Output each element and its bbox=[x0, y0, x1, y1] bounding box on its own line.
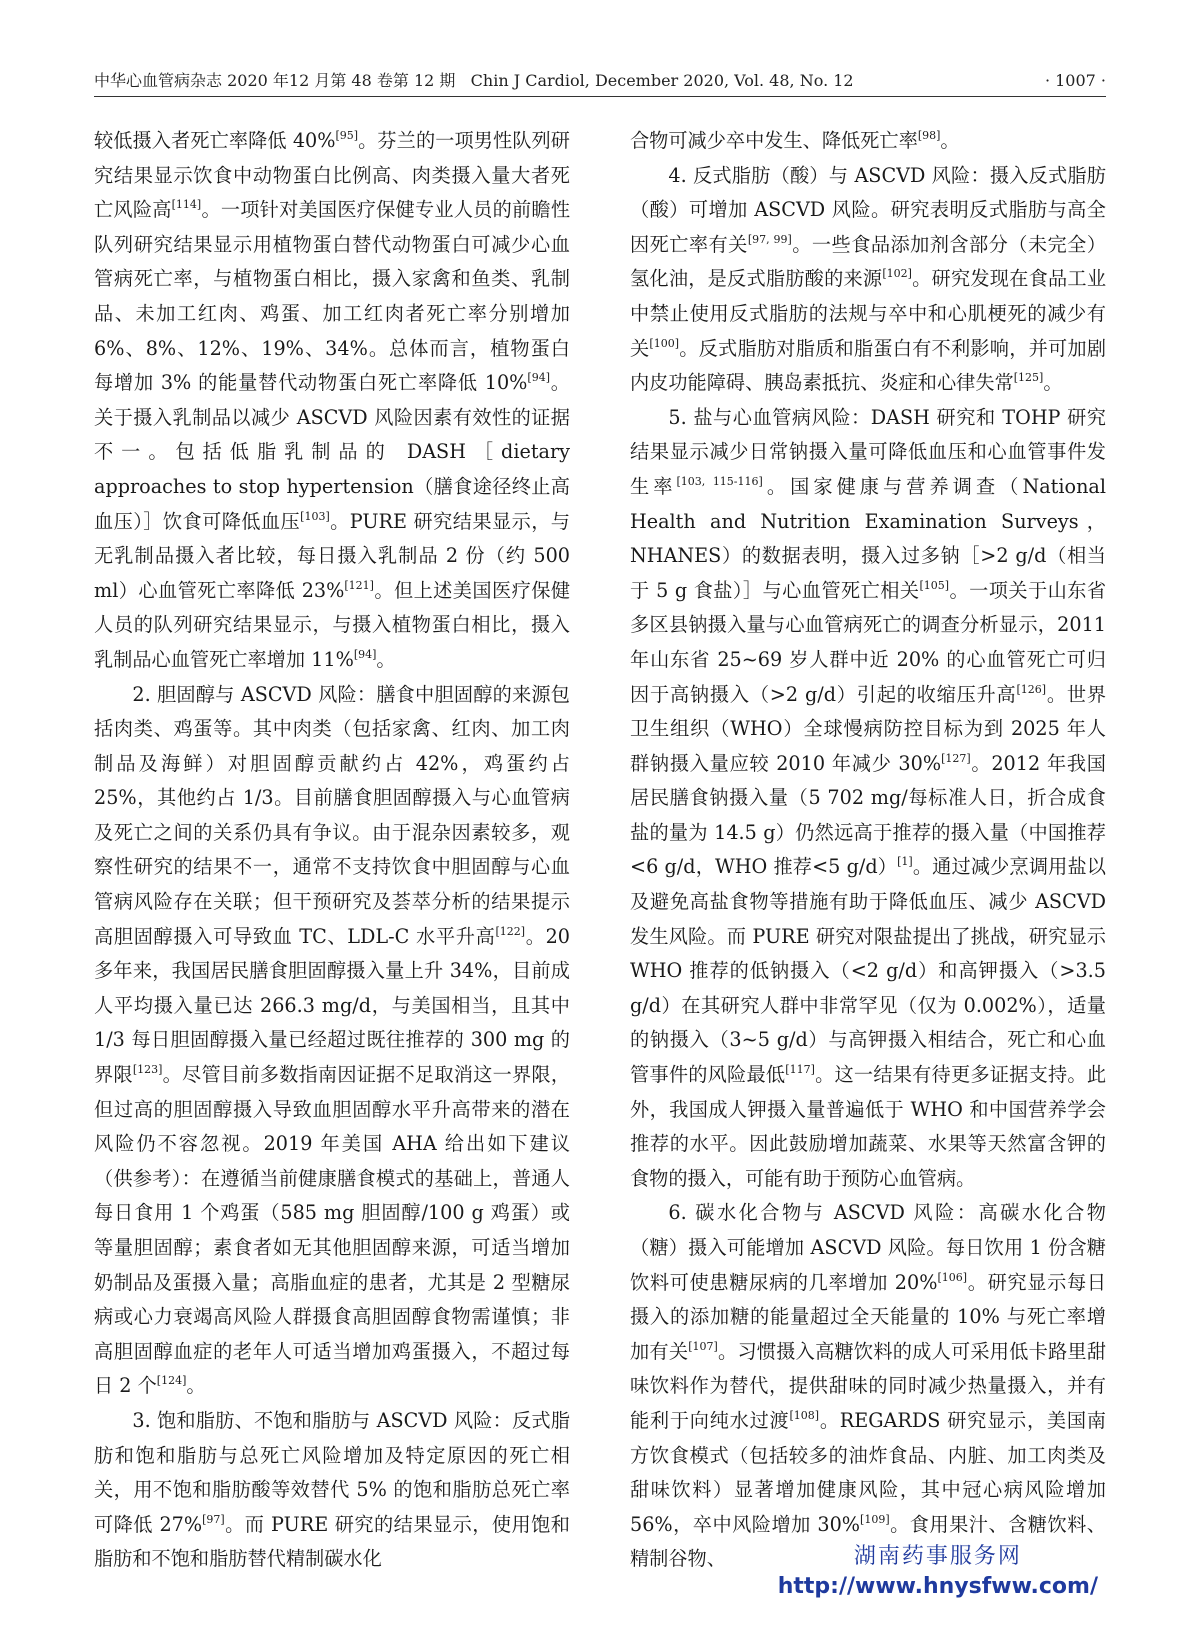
text-run: 3. 饱和脂肪、不饱和脂肪与 ASCVD 风险：反式脂肪和饱和脂肪与总死亡风险增加及特定原因的死亡相关，用不饱和脂肪酸等效替代 5% 的饱和脂肪总死亡率可降低 27% bbox=[94, 1408, 570, 1536]
text-run: 。这一结果有待更多证据支持。此外，我国成人钾摄入量普遍低于 WHO 和中国营养学会推荐的水平。因此鼓励增加蔬菜、水果等天然富含钾的食物的摄入，可能有助于预防心血管病。 bbox=[630, 1063, 1107, 1190]
right-column bbox=[630, 124, 1106, 1577]
citation: [126] bbox=[1016, 682, 1047, 696]
citation: [123] bbox=[132, 1063, 163, 1077]
text-run: 。通过减少烹调用盐以及避免高盐食物等措施有助于降低血压、减少 ASCVD 发生风险。而 PURE 研究对限盐提出了挑战，研究显示 WHO 推荐的低钠摄入（<2 g/d）和高钾摄入（>3.5 g/d）在其研究人群中非常罕见（仅为 0.002%），适量的钠摄入（3~5 g/d）与高钾摄入相结合，死亡和心血管事件的风险最低 bbox=[630, 855, 1106, 1087]
paragraph-saturated-fat-continued bbox=[630, 124, 1106, 159]
citation: [97] bbox=[202, 1512, 225, 1526]
text-run: 。国家健康与营养调查（National Health and Nutrition Examination Surveys，NHANES）的数据表明，摄入过多钠［>2 g/d（相当于 5 g 食盐）］与心血管死亡相关 bbox=[630, 474, 1107, 602]
citation: [108] bbox=[789, 1408, 820, 1422]
citation: [98] bbox=[917, 129, 941, 142]
paragraph-carbohydrate bbox=[630, 1196, 1106, 1577]
citation: [103] bbox=[300, 509, 330, 523]
citation: [102] bbox=[882, 267, 912, 281]
paragraph-trans-fat bbox=[630, 159, 1106, 401]
journal-citation bbox=[94, 66, 854, 96]
text-run: 6. 碳水化合物与 ASCVD 风险：高碳水化合物（糖）摄入可能增加 ASCVD 风险。每日饮用 1 份含糖饮料可使患糖尿病的几率增加 20% bbox=[630, 1201, 1106, 1294]
text-run: 。研究发现在食品工业中禁止使用反式脂肪的法规与卒中和心肌梗死的减少有关 bbox=[630, 267, 1107, 360]
text-run: 。一些食品添加剂含部分（未完全）氢化油，是反式脂肪酸的来源 bbox=[630, 232, 1107, 291]
citation: [114] bbox=[171, 198, 202, 212]
citation: [117] bbox=[785, 1063, 815, 1077]
journal-title-en: Chin J Cardiol, December 2020, Vol. 48, No. 12 bbox=[470, 71, 854, 90]
text-run: 。芬兰的一项男性队列研究结果显示饮食中动物蛋白比例高、肉类摄入量大者死亡风险高 bbox=[94, 129, 570, 222]
running-header bbox=[94, 66, 1106, 97]
paragraph-cholesterol bbox=[94, 678, 570, 1404]
citation: [122] bbox=[495, 924, 526, 938]
citation: [121] bbox=[344, 578, 374, 592]
text-run: 。 bbox=[1043, 371, 1063, 395]
citation: [94] bbox=[527, 371, 551, 385]
text-run: 。 bbox=[186, 1374, 206, 1398]
text-run: 。关于摄入乳制品以减少 ASCVD 风险因素有效性的证据不一。包括低脂乳制品的 DASH［dietary approaches to stop hypertension（膳食途径终止高血压）］饮食可降低血压 bbox=[94, 371, 570, 533]
citation: [103, 115-116] bbox=[676, 474, 763, 488]
citation: [124] bbox=[156, 1374, 187, 1388]
text-run: 。2012 年我国居民膳食钠摄入量（5 702 mg/每标准人日，折合成食盐的量为 14.5 g）仍然远高于推荐的摄入量（中国推荐<6 g/d，WHO 推荐<5 g/d） bbox=[630, 751, 1106, 879]
text-run: 。 bbox=[940, 129, 960, 152]
text-run: 。习惯摄入高糖饮料的成人可采用低卡路里甜味饮料作为替代，提供甜味的同时减少热量摄入，并有能利于向纯水过渡 bbox=[630, 1339, 1107, 1432]
citation: [100] bbox=[649, 336, 680, 350]
watermark-url[interactable]: http://www.hnysfww.com/ bbox=[777, 1574, 1098, 1599]
text-run: 。PURE 研究结果显示，与无乳制品摄入者比较，每日摄入乳制品 2 份（约 500 ml）心血管死亡率降低 23% bbox=[94, 509, 570, 602]
citation: [97, 99] bbox=[747, 232, 792, 246]
page-number: · 1007 · bbox=[1044, 71, 1106, 90]
text-run: 。20 多年来，我国居民膳食胆固醇摄入量上升 34%，目前成人平均摄入量已达 266.3 mg/d，与美国相当，且其中 1/3 每日胆固醇摄入量已经超过既往推荐的 300 mg 的界限 bbox=[94, 924, 570, 1087]
citation: [107] bbox=[688, 1339, 718, 1353]
text-run: 5. 盐与心血管病风险：DASH 研究和 TOHP 研究结果显示减少日常钠摄入量可降低血压和心血管事件发生率 bbox=[630, 405, 1106, 498]
citation: [109] bbox=[860, 1512, 890, 1526]
paragraph-saturated-fat bbox=[94, 1404, 570, 1577]
text-run: 。 bbox=[376, 647, 396, 671]
citation: [106] bbox=[937, 1270, 968, 1284]
text-run: 。REGARDS 研究显示，美国南方饮食模式（包括较多的油炸食品、内脏、加工肉类及甜味饮料）显著增加健康风险，其中冠心病风险增加 56%，卒中风险增加 30% bbox=[630, 1408, 1106, 1536]
journal-title-cn: 中华心血管病杂志 2020 年12 月第 48 卷第 12 期 bbox=[94, 71, 456, 90]
citation: [105] bbox=[919, 578, 950, 592]
citation: [1] bbox=[897, 855, 913, 869]
text-run: 。一项针对美国医疗保健专业人员的前瞻性队列研究结果显示用植物蛋白替代动物蛋白可减少心血管病死亡率，与植物蛋白相比，摄入家禽和鱼类、乳制品、未加工红肉、鸡蛋、加工红肉者死亡率分别增加 6%、8%、12%、19%、34%。总体而言，植物蛋白每增加 3% 的能量替代动物蛋白死亡率降低 10% bbox=[94, 198, 571, 395]
text-run: 。一项关于山东省多区县钠摄入量与心血管病死亡的调查分析显示，2011 年山东省 25~69 岁人群中近 20% 的心血管死亡可归因于高钠摄入（>2 g/d）引起的收缩压升高 bbox=[630, 578, 1107, 706]
text-run: 合物可减少卒中发生、降低死亡率 bbox=[630, 129, 918, 152]
text-run: 。研究显示每日摄入的添加糖的能量超过全天能量的 10% 与死亡率增加有关 bbox=[630, 1270, 1107, 1363]
text-run: 较低摄入者死亡率降低 40% bbox=[94, 129, 336, 152]
citation: [95] bbox=[335, 129, 359, 142]
citation: [125] bbox=[1013, 371, 1044, 385]
paragraph-protein-continued bbox=[94, 124, 570, 678]
text-run: 4. 反式脂肪（酸）与 ASCVD 风险：摄入反式脂肪（酸）可增加 ASCVD 风险。研究表明反式脂肪与高全因死亡率有关 bbox=[630, 163, 1106, 256]
citation: [127] bbox=[941, 751, 971, 765]
text-run: 。世界卫生组织（WHO）全球慢病防控目标为到 2025 年人群钠摄入量应较 2010 年减少 30% bbox=[630, 682, 1107, 775]
text-run: 。而 PURE 研究的结果显示，使用饱和脂肪和不饱和脂肪替代精制碳水化 bbox=[94, 1512, 570, 1571]
text-run: 。反式脂肪对脂质和脂蛋白有不利影响，并可加剧内皮功能障碍、胰岛素抵抗、炎症和心律失常 bbox=[630, 336, 1107, 395]
watermark bbox=[778, 1542, 1098, 1602]
text-run: 。食用果汁、含糖饮料、精制谷物、 bbox=[630, 1512, 1106, 1571]
text-run: 。但上述美国医疗保健人员的队列研究结果显示，与摄入植物蛋白相比，摄入乳制品心血管死亡率增加 11% bbox=[94, 578, 571, 671]
text-run: 2. 胆固醇与 ASCVD 风险：膳食中胆固醇的来源包括肉类、鸡蛋等。其中肉类（包括家禽、红肉、加工肉制品及海鲜）对胆固醇贡献约占 42%，鸡蛋约占 25%，其他约占 1/3。目前膳食胆固醇摄入与心血管病及死亡之间的关系仍具有争议。由于混杂因素较多，观察性研究的结果不一，通常不支持饮食中胆固醇与心血管病风险存在关联；但干预研究及荟萃分析的结果提示高胆固醇摄入可导致血 TC、LDL-C 水平升高 bbox=[94, 682, 570, 948]
watermark-site-name: 湖南药事服务网 bbox=[853, 1544, 1022, 1569]
text-run: 。尽管目前多数指南因证据不足取消这一界限，但过高的胆固醇摄入导致血胆固醇水平升高带来的潜在风险仍不容忽视。2019 年美国 AHA 给出如下建议（供参考）：在遵循当前健康膳食模式的基础上，普通人每日食用 1 个鸡蛋（585 mg 胆固醇/100 g 鸡蛋）或等量胆固醇；素食者如无其他胆固醇来源，可适当增加奶制品及蛋摄入量；高脂血症的患者，尤其是 2 型糖尿病或心力衰竭高风险人群摄食高胆固醇食物需谨慎；非高胆固醇血症的老年人可适当增加鸡蛋摄入，不超过每日 2 个 bbox=[94, 1063, 571, 1398]
left-column bbox=[94, 124, 570, 1577]
citation: [94] bbox=[353, 647, 377, 661]
paragraph-salt bbox=[630, 401, 1106, 1197]
